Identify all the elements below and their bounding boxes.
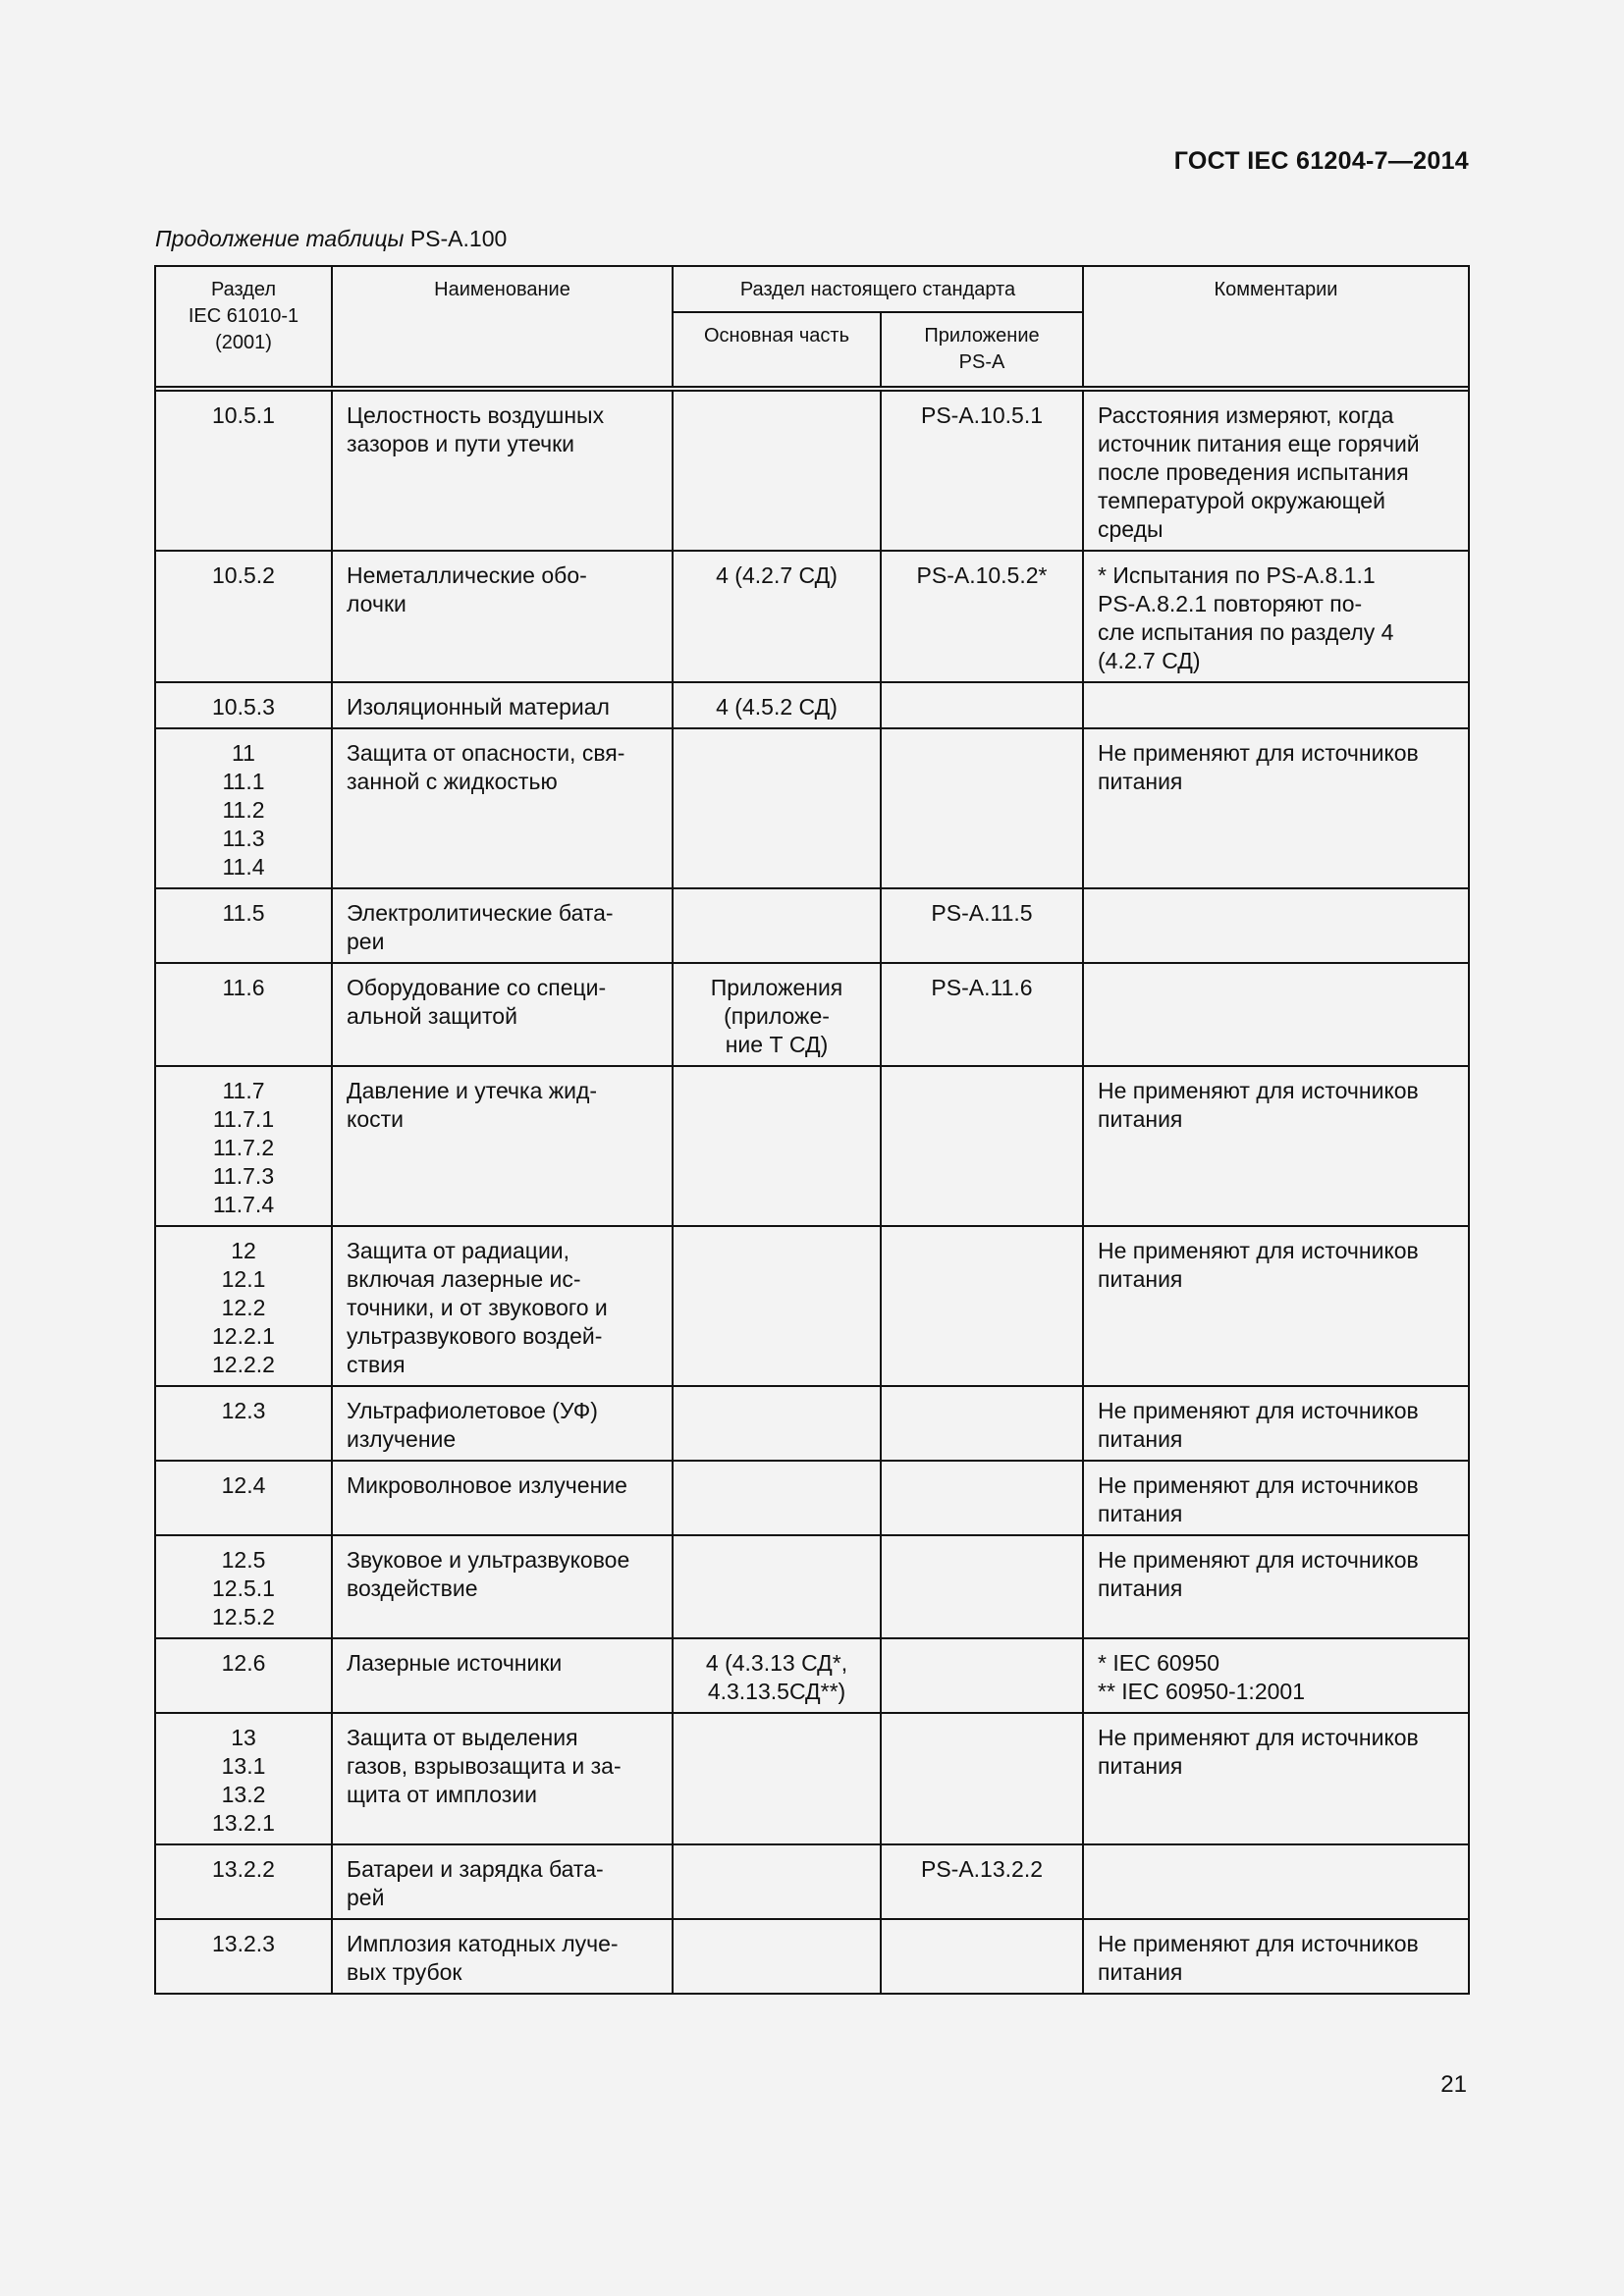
table-row [155, 1844, 1469, 1919]
table-row [155, 728, 1469, 888]
cell-comment: Не применяют для источников питания [1083, 728, 1469, 888]
cell-main-part: 4 (4.3.13 СД*, 4.3.13.5СД**) [673, 1638, 881, 1713]
cell-section: 12.3 [155, 1386, 332, 1461]
cell-main-part [673, 391, 881, 551]
cell-name: Целостность воздушных зазоров и пути утечки [332, 391, 673, 551]
table-caption-ref: PS-A.100 [409, 226, 508, 251]
document-header: ГОСТ IEC 61204-7—2014 [1173, 147, 1469, 175]
cell-section: 12.6 [155, 1638, 332, 1713]
cell-comment: Расстояния измеряют, когда источник питания еще горячий после проведения испытания температурой окружающей среды [1083, 391, 1469, 551]
cell-annex: PS-A.13.2.2 [881, 1844, 1083, 1919]
header-name: Наименование [332, 266, 673, 387]
cell-section: 10.5.1 [155, 391, 332, 551]
cell-section: 13 13.1 13.2 13.2.1 [155, 1713, 332, 1844]
cell-section: 13.2.2 [155, 1844, 332, 1919]
cell-section: 12.5 12.5.1 12.5.2 [155, 1535, 332, 1638]
header-main-part: Основная часть [673, 312, 881, 387]
table-row [155, 1713, 1469, 1844]
cell-comment: Не применяют для источников питания [1083, 1386, 1469, 1461]
table-row [155, 1066, 1469, 1226]
header-annex: Приложение PS-A [881, 312, 1083, 387]
cell-annex: PS-A.11.5 [881, 888, 1083, 963]
cell-main-part: 4 (4.5.2 СД) [673, 682, 881, 728]
cell-main-part [673, 888, 881, 963]
cell-main-part: 4 (4.2.7 СД) [673, 551, 881, 682]
table-row [155, 1919, 1469, 1994]
cell-section: 11.5 [155, 888, 332, 963]
cell-name: Электролитические бата- реи [332, 888, 673, 963]
table-caption [155, 226, 507, 252]
cell-comment [1083, 1844, 1469, 1919]
cell-name: Изоляционный материал [332, 682, 673, 728]
cell-annex [881, 1535, 1083, 1638]
cell-annex: PS-A.10.5.1 [881, 391, 1083, 551]
table-row [155, 963, 1469, 1066]
cell-section: 10.5.2 [155, 551, 332, 682]
cell-comment: Не применяют для источников питания [1083, 1919, 1469, 1994]
table-row [155, 1535, 1469, 1638]
cell-annex [881, 1386, 1083, 1461]
cell-section: 10.5.3 [155, 682, 332, 728]
table-body [155, 387, 1469, 1994]
cell-main-part [673, 1066, 881, 1226]
cell-name: Лазерные источники [332, 1638, 673, 1713]
table-row [155, 1226, 1469, 1386]
cell-comment [1083, 888, 1469, 963]
table-row [155, 682, 1469, 728]
cell-name: Защита от опасности, свя- занной с жидкостью [332, 728, 673, 888]
cell-section: 12.4 [155, 1461, 332, 1535]
cell-annex [881, 1638, 1083, 1713]
cell-section: 11.6 [155, 963, 332, 1066]
cell-name: Микроволновое излучение [332, 1461, 673, 1535]
data-table [154, 265, 1470, 1995]
cell-annex: PS-A.10.5.2* [881, 551, 1083, 682]
table-row [155, 551, 1469, 682]
cell-main-part [673, 1919, 881, 1994]
table-row [155, 1638, 1469, 1713]
cell-name: Звуковое и ультразвуковое воздействие [332, 1535, 673, 1638]
cell-name: Батареи и зарядка бата- рей [332, 1844, 673, 1919]
cell-section: 11.7 11.7.1 11.7.2 11.7.3 11.7.4 [155, 1066, 332, 1226]
cell-name: Имплозия катодных луче- вых трубок [332, 1919, 673, 1994]
cell-comment: * IEC 60950 ** IEC 60950-1:2001 [1083, 1638, 1469, 1713]
cell-name: Ультрафиолетовое (УФ) излучение [332, 1386, 673, 1461]
header-comments: Комментарии [1083, 266, 1469, 387]
cell-comment [1083, 963, 1469, 1066]
cell-comment: Не применяют для источников питания [1083, 1535, 1469, 1638]
cell-main-part [673, 1226, 881, 1386]
cell-name: Давление и утечка жид- кости [332, 1066, 673, 1226]
header-standard-section: Раздел настоящего стандарта [673, 266, 1083, 312]
cell-main-part: Приложения (приложе- ние Т СД) [673, 963, 881, 1066]
cell-annex [881, 728, 1083, 888]
cell-comment [1083, 682, 1469, 728]
table-row [155, 888, 1469, 963]
cell-comment: Не применяют для источников питания [1083, 1713, 1469, 1844]
cell-annex [881, 682, 1083, 728]
cell-name: Защита от радиации, включая лазерные ис- точники, и от звукового и ультразвукового воздей- ствия [332, 1226, 673, 1386]
cell-comment: Не применяют для источников питания [1083, 1066, 1469, 1226]
table-row [155, 1461, 1469, 1535]
cell-comment: Не применяют для источников питания [1083, 1461, 1469, 1535]
table-caption-label: Продолжение таблицы [155, 226, 405, 251]
page-number: 21 [1440, 2071, 1467, 2098]
cell-section: 13.2.3 [155, 1919, 332, 1994]
cell-name: Защита от выделения газов, взрывозащита и за- щита от имплозии [332, 1713, 673, 1844]
cell-name: Оборудование со специ- альной защитой [332, 963, 673, 1066]
cell-section: 12 12.1 12.2 12.2.1 12.2.2 [155, 1226, 332, 1386]
cell-annex [881, 1226, 1083, 1386]
cell-comment: * Испытания по PS-A.8.1.1 PS-A.8.2.1 повторяют по- сле испытания по разделу 4 (4.2.7 СД) [1083, 551, 1469, 682]
cell-main-part [673, 1386, 881, 1461]
cell-main-part [673, 1713, 881, 1844]
cell-main-part [673, 1461, 881, 1535]
table-row [155, 391, 1469, 551]
cell-main-part [673, 728, 881, 888]
cell-annex: PS-A.11.6 [881, 963, 1083, 1066]
cell-annex [881, 1713, 1083, 1844]
table-row [155, 1386, 1469, 1461]
cell-main-part [673, 1535, 881, 1638]
header-section: Раздел IEC 61010-1 (2001) [155, 266, 332, 387]
cell-comment: Не применяют для источников питания [1083, 1226, 1469, 1386]
cell-annex [881, 1066, 1083, 1226]
cell-section: 11 11.1 11.2 11.3 11.4 [155, 728, 332, 888]
cell-annex [881, 1461, 1083, 1535]
cell-main-part [673, 1844, 881, 1919]
cell-annex [881, 1919, 1083, 1994]
cell-name: Неметаллические обо- лочки [332, 551, 673, 682]
